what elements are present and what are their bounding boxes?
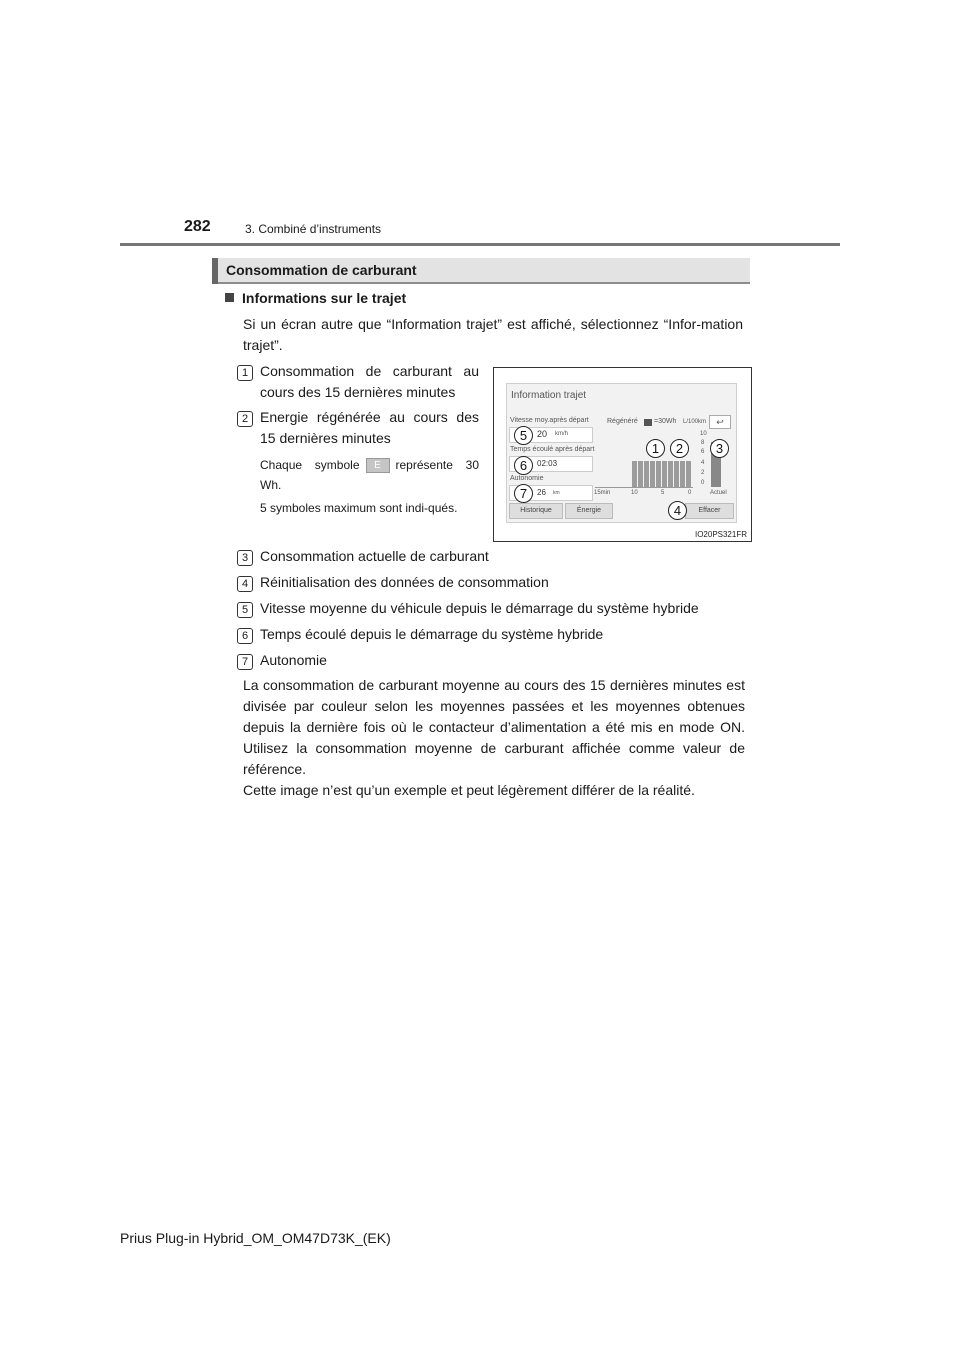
avg-speed-label: Vitesse moy.après départ	[510, 417, 589, 424]
chart-bar	[662, 461, 667, 487]
section-title: Consommation de carburant	[226, 262, 417, 278]
chart-bar	[674, 461, 679, 487]
chapter-title: 3. Combiné d’instruments	[245, 222, 382, 236]
item-number: 4	[237, 576, 253, 592]
item-text: Vitesse moyenne du véhicule depuis le démarrage du système hybride	[260, 600, 699, 616]
chart-bar	[680, 461, 685, 487]
energy-button[interactable]: Énergie	[565, 503, 613, 519]
footer-document-id: Prius Plug-in Hybrid_OM_OM47D73K_(EK)	[120, 1230, 391, 1246]
section-tab	[212, 258, 218, 284]
regen-value: =30Wh	[654, 418, 677, 425]
history-button[interactable]: Historique	[509, 503, 563, 519]
item-text: Temps écoulé depuis le démarrage du système hybride	[260, 626, 604, 642]
section-header	[212, 258, 750, 284]
item-number: 2	[237, 411, 253, 427]
item-number: 5	[237, 602, 253, 618]
regen-label: Régénéré	[607, 418, 638, 425]
chart-bar	[668, 461, 673, 487]
regen-symbol-icon: E	[366, 458, 390, 473]
elapsed-label: Temps écoulé après départ	[510, 446, 595, 453]
item-text: Energie régénérée au cours des 15 dernières minutes	[260, 409, 479, 446]
elapsed-field: 02:03	[509, 456, 593, 472]
range-label: Autonomie	[510, 475, 544, 482]
disclaimer: Cette image n’est qu’un exemple et peut légèrement différer de la réalité.	[243, 782, 695, 798]
page-number: 282	[184, 218, 211, 235]
figure-code: IO20PS321FR	[694, 530, 747, 539]
regen-symbol-icon	[644, 419, 652, 426]
symbol-note: Chaque symbole E représente 30 Wh.	[260, 458, 479, 492]
item-number: 1	[237, 365, 253, 381]
range-field: 26 km	[509, 485, 593, 501]
header-rule	[120, 243, 840, 246]
chart-bar	[638, 461, 643, 487]
trip-information-screen: Information trajet ↩ Vitesse moy.après départ 20 km/h Temps écoulé après départ 02:03 Autonomie 26 km Régénéré =30Wh L/100km 10 8 6 4 2 0 15min 10 5 0 Actuel Historique Énergie Effacer	[506, 383, 737, 523]
item-number: 7	[237, 654, 253, 670]
chart-bar	[650, 461, 655, 487]
square-bullet-icon	[225, 293, 234, 302]
trip-information-figure	[493, 367, 752, 542]
back-arrow-icon[interactable]: ↩	[709, 415, 731, 429]
current-label: Actuel	[710, 490, 727, 496]
subsection-title: Informations sur le trajet	[225, 290, 406, 306]
consumption-unit: L/100km	[683, 419, 707, 425]
item-number: 3	[237, 550, 253, 566]
callout-1: 1	[646, 439, 665, 458]
item-text: Consommation de carburant au cours des 15 dernières minutes	[260, 363, 479, 400]
callout-6: 6	[514, 456, 533, 475]
chart-bar	[686, 461, 691, 487]
screen-title: Information trajet	[511, 390, 587, 401]
callout-3: 3	[710, 439, 729, 458]
body-paragraph: La consommation de carburant moyenne au cours des 15 dernières minutes est divisée par couleur selon les moyennes passées et les moyennes obtenues depuis la dernière fois où le contacteur d’alimentation a été mis en mode ON. Utilisez la consommation moyenne de carburant affichée comme valeur de référence.	[243, 677, 745, 777]
callout-5: 5	[514, 426, 533, 445]
item-text: Autonomie	[260, 652, 327, 668]
callout-4: 4	[668, 501, 687, 520]
chart-baseline	[595, 487, 693, 488]
item-number: 6	[237, 628, 253, 644]
chart-bar	[644, 461, 649, 487]
avg-speed-field: 20 km/h	[509, 427, 593, 443]
clear-button[interactable]: Effacer	[685, 503, 734, 519]
max-symbols-note: 5 symboles maximum sont indi-qués.	[260, 501, 458, 515]
callout-7: 7	[514, 484, 533, 503]
callout-2: 2	[670, 439, 689, 458]
intro-paragraph: Si un écran autre que “Information trajet” est affiché, sélectionnez “Infor-mation trajet”.	[243, 316, 743, 353]
chart-bar	[632, 461, 637, 487]
item-text: Réinitialisation des données de consommation	[260, 574, 549, 590]
item-text: Consommation actuelle de carburant	[260, 548, 489, 564]
chart-bar	[656, 461, 661, 487]
